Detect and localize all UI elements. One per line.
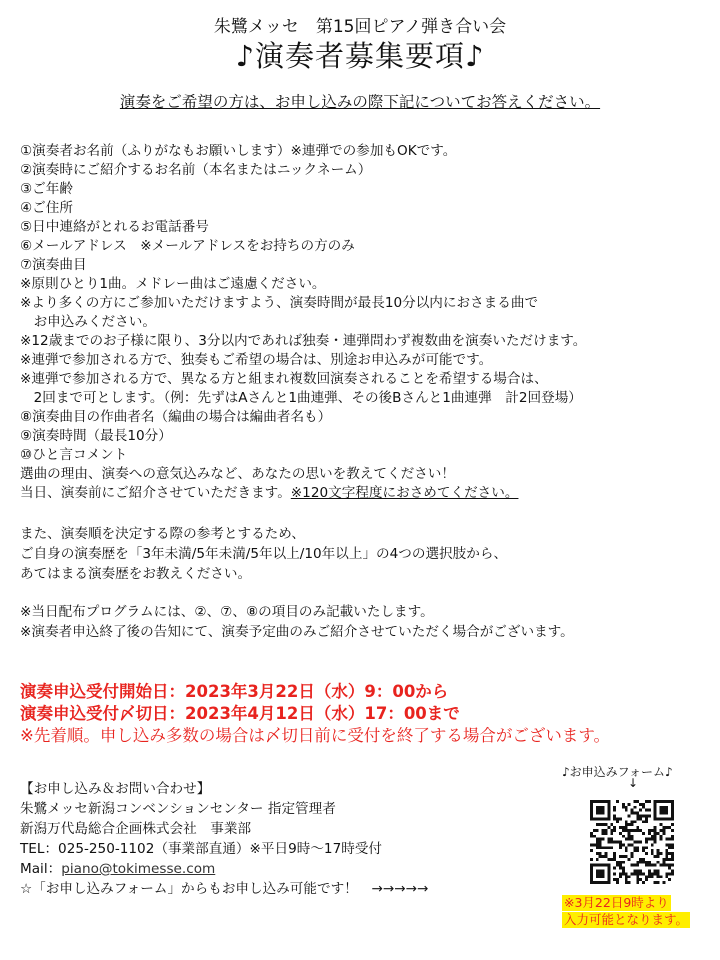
- history-line: ご自身の演奏歴を「3年未満/5年未満/5年以上/10年以上」の4つの選択肢から、: [20, 546, 508, 562]
- mail-link[interactable]: piano@tokimesse.com: [61, 861, 216, 877]
- list-item: ⑧演奏曲目の作曲者名（編曲の場合は編曲者名も）: [20, 409, 332, 425]
- comment-note-text: 当日、演奏前にご紹介させていただきます。: [20, 485, 291, 501]
- first-come-note: ※先着順。申し込み多数の場合は〆切日前に受付を終了する場合がございます。: [20, 726, 611, 745]
- contact-heading: 【お申し込み＆お問い合わせ】: [20, 781, 211, 797]
- list-item: ※連弾で参加される方で、異なる方と組まれ複数回演奏されることを希望する場合は、: [20, 371, 548, 387]
- qr-caption: ♪お申込みフォーム♪: [562, 765, 673, 779]
- history-line: あてはまる演奏歴をお教えください。: [20, 566, 252, 582]
- history-line: また、演奏順を決定する際の参考とするため、: [20, 526, 305, 542]
- list-item: 選曲の理由、演奏への意気込みなど、あなたの思いを教えてください！: [20, 466, 455, 482]
- application-start-date: 演奏申込受付開始日：2023年3月22日（水）9：00から: [20, 682, 449, 701]
- note-line: ※演奏者申込終了後の告知にて、演奏予定曲のみご紹介させていただく場合がございます。: [20, 624, 574, 640]
- list-item: ⑦演奏曲目: [20, 257, 87, 273]
- comment-length-note: ※120文字程度におさめてください。: [290, 485, 519, 501]
- contact-mail: [20, 860, 215, 878]
- down-arrow-icon: ↓: [628, 776, 639, 790]
- page-title: ♪演奏者募集要項♪: [235, 39, 485, 73]
- intro-text: [0, 90, 720, 112]
- contact-phone: TEL：025-250-1102（事業部直通）※平日9時～17時受付: [20, 841, 383, 857]
- application-end-date: 演奏申込受付〆切日：2023年4月12日（水）17：00まで: [20, 704, 460, 723]
- list-item: ※連弾で参加される方で、独奏もご希望の場合は、別途お申込みが可能です。: [20, 352, 493, 368]
- intro-text-underlined: 演奏をご希望の方は、お申し込みの際下記についてお答えください。: [119, 93, 601, 111]
- qr-availability-note-2: 入力可能となります。: [564, 912, 689, 927]
- qr-code[interactable]: [590, 800, 674, 884]
- list-item: お申込みください。: [20, 314, 156, 330]
- list-item: ⑥メールアドレス ※メールアドレスをお持ちの方のみ: [20, 238, 355, 254]
- list-item: ※12歳までのお子様に限り、3分以内であれば独奏・連弾問わず複数曲を演奏いただけます。: [20, 333, 587, 349]
- list-item: ④ご住所: [20, 200, 73, 216]
- qr-availability-note: ※3月22日9時より: [564, 895, 669, 910]
- list-item: ※原則ひとり1曲。メドレー曲はご遠慮ください。: [20, 276, 326, 292]
- event-subtitle: 朱鷺メッセ 第15回ピアノ弾き合い会: [213, 17, 507, 37]
- contact-company: 新潟万代島総合企画株式会社 事業部: [20, 821, 252, 837]
- note-line: ※当日配布プログラムには、②、⑦、⑧の項目のみ記載いたします。: [20, 604, 434, 620]
- list-item: ⑤日中連絡がとれるお電話番号: [20, 219, 209, 235]
- form-note: ☆「お申し込みフォーム」からもお申し込み可能です！ →→→→→: [20, 881, 429, 897]
- contact-org: 朱鷺メッセ新潟コンベンションセンター 指定管理者: [20, 801, 336, 817]
- list-item: 2回まで可とします。（例：先ずはAさんと1曲連弾、その後Bさんと1曲連弾 計2回登場）: [20, 390, 582, 406]
- list-item: ⑨演奏時間（最長10分）: [20, 428, 172, 444]
- comment-note: [20, 484, 518, 502]
- list-item: ②演奏時にご紹介するお名前（本名またはニックネーム）: [20, 162, 372, 178]
- list-item: ⑩ひと言コメント: [20, 447, 128, 463]
- list-item: ③ご年齢: [20, 181, 73, 197]
- mail-label: Mail：: [20, 861, 62, 877]
- list-item: ①演奏者お名前（ふりがなもお願いします）※連弾での参加もOKです。: [20, 143, 457, 159]
- list-item: ※より多くの方にご参加いただけますよう、演奏時間が最長10分以内におさまる曲で: [20, 295, 539, 311]
